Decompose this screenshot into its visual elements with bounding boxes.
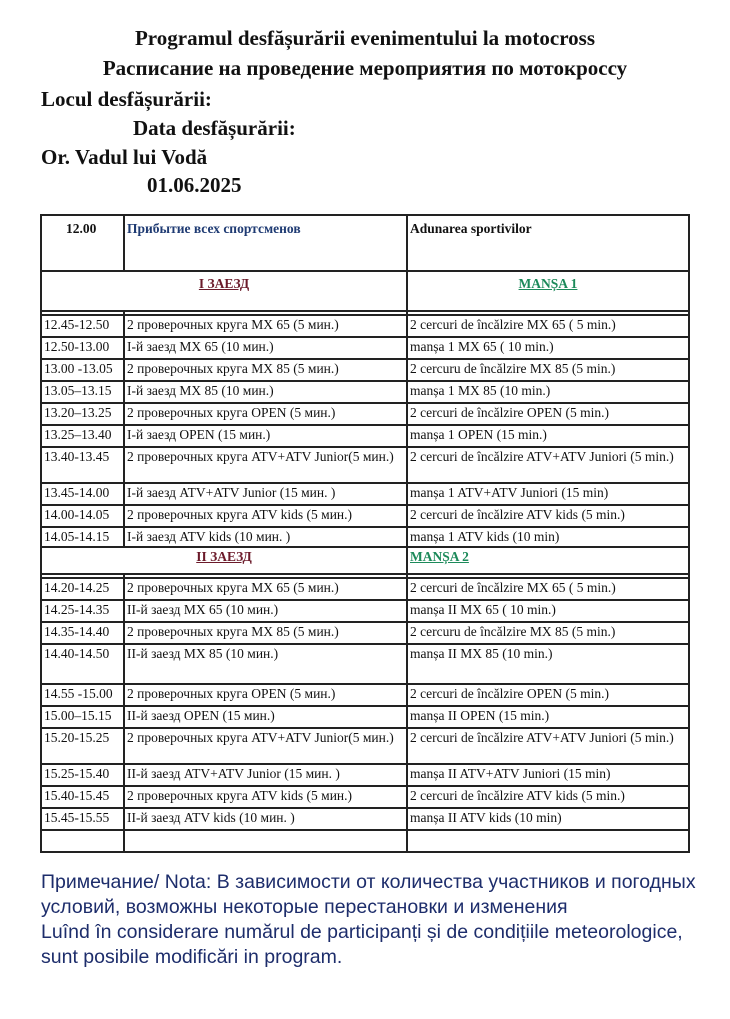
row-ru: II-й заезд ATV+ATV Junior (15 мин. ) — [124, 764, 407, 786]
section-2-ru: II ЗАЕЗД — [41, 547, 407, 574]
schedule-row — [41, 527, 689, 547]
row-time: 15.45-15.55 — [41, 808, 124, 830]
schedule-row — [41, 622, 689, 644]
row-ro: 2 cercuru de încălzire MX 85 (5 min.) — [407, 359, 689, 381]
date-label: Data desfășurării: — [133, 116, 296, 140]
row-time: 13.05–13.15 — [41, 381, 124, 403]
row-time: 13.00 -13.05 — [41, 359, 124, 381]
schedule-row — [41, 483, 689, 505]
row-time: 15.25-15.40 — [41, 764, 124, 786]
row-ru: 2 проверочных круга MX 85 (5 мин.) — [124, 622, 407, 644]
row-time: 12.50-13.00 — [41, 337, 124, 359]
row-ro: manșa 1 ATV+ATV Juniori (15 min) — [407, 483, 689, 505]
row-ro: manșa 1 MX 85 (10 min.) — [407, 381, 689, 403]
row-ro: 2 cercuri de încălzire ATV+ATV Juniori (5 min.) — [407, 447, 689, 483]
row-ru: I-й заезд MX 85 (10 мин.) — [124, 381, 407, 403]
row-ru: 2 проверочных круга ATV kids (5 мин.) — [124, 505, 407, 527]
row-ru: 2 проверочных круга OPEN (5 мин.) — [124, 684, 407, 706]
location-label: Locul desfășurării: — [41, 87, 212, 111]
row-time: 13.45-14.00 — [41, 483, 124, 505]
row-time: 15.40-15.45 — [41, 786, 124, 808]
schedule-row — [41, 600, 689, 622]
row-ru: 2 проверочных круга ATV kids (5 мин.) — [124, 786, 407, 808]
date-value: 01.06.2025 — [147, 173, 242, 197]
note — [41, 870, 701, 970]
row-ru: II-й заезд MX 85 (10 мин.) — [124, 644, 407, 684]
row-ru: 2 проверочных круга MX 85 (5 мин.) — [124, 359, 407, 381]
schedule-row — [41, 706, 689, 728]
schedule-table — [40, 214, 690, 853]
row-time: 15.20-15.25 — [41, 728, 124, 764]
row-ro: manșa II MX 65 ( 10 min.) — [407, 600, 689, 622]
row-ro: manșa 1 MX 65 ( 10 min.) — [407, 337, 689, 359]
row-ru: I-й заезд OPEN (15 мин.) — [124, 425, 407, 447]
arrival-row — [41, 215, 689, 271]
schedule-row — [41, 786, 689, 808]
schedule-row — [41, 764, 689, 786]
section-1-ru: I ЗАЕЗД — [41, 271, 407, 311]
row-time: 14.40-14.50 — [41, 644, 124, 684]
schedule-row — [41, 728, 689, 764]
schedule-row — [41, 578, 689, 600]
arrival-time: 12.00 — [41, 215, 124, 271]
schedule-row — [41, 359, 689, 381]
row-ru: 2 проверочных круга MX 65 (5 мин.) — [124, 315, 407, 337]
schedule-row — [41, 808, 689, 830]
row-ru: 2 проверочных круга ATV+ATV Junior(5 мин.) — [124, 728, 407, 764]
row-ro: 2 cercuri de încălzire ATV kids (5 min.) — [407, 505, 689, 527]
row-ru: II-й заезд MX 65 (10 мин.) — [124, 600, 407, 622]
row-time: 14.00-14.05 — [41, 505, 124, 527]
row-ro: manșa II MX 85 (10 min.) — [407, 644, 689, 684]
location-value: Or. Vadul lui Vodă — [41, 145, 208, 169]
row-time: 14.20-14.25 — [41, 578, 124, 600]
row-ru: 2 проверочных круга MX 65 (5 мин.) — [124, 578, 407, 600]
schedule-row — [41, 425, 689, 447]
row-ro: 2 cercuru de încălzire MX 85 (5 min.) — [407, 622, 689, 644]
row-ru: II-й заезд ATV kids (10 мин. ) — [124, 808, 407, 830]
row-ro: 2 cercuri de încălzire MX 65 ( 5 min.) — [407, 578, 689, 600]
note-russian: Примечание/ Nota: В зависимости от количества участников и погодных условий, возможны некоторые перестановки и изменения — [41, 871, 696, 918]
schedule-row — [41, 381, 689, 403]
arrival-ro: Adunarea sportivilor — [407, 215, 689, 271]
empty-row — [41, 830, 689, 852]
section-header-1 — [41, 271, 689, 311]
row-time: 14.35-14.40 — [41, 622, 124, 644]
row-ro: 2 cercuri de încălzire MX 65 ( 5 min.) — [407, 315, 689, 337]
row-ro: manșa II ATV kids (10 min) — [407, 808, 689, 830]
row-ro: manșa II ATV+ATV Juniori (15 min) — [407, 764, 689, 786]
schedule-row — [41, 315, 689, 337]
row-ru: I-й заезд ATV kids (10 мин. ) — [124, 527, 407, 547]
row-time: 15.00–15.15 — [41, 706, 124, 728]
row-time: 13.20–13.25 — [41, 403, 124, 425]
row-time: 13.25–13.40 — [41, 425, 124, 447]
title-russian: Расписание на проведение мероприятия по мотокроссу — [102, 56, 628, 80]
section-header-2 — [41, 547, 689, 574]
schedule-row — [41, 505, 689, 527]
schedule-row — [41, 644, 689, 684]
row-ru: I-й заезд ATV+ATV Junior (15 мин. ) — [124, 483, 407, 505]
arrival-ru: Прибытие всех спортсменов — [124, 215, 407, 271]
row-ro: manșa 1 ATV kids (10 min) — [407, 527, 689, 547]
row-ru: 2 проверочных круга OPEN (5 мин.) — [124, 403, 407, 425]
row-ro: manșa 1 OPEN (15 min.) — [407, 425, 689, 447]
section-2-ro: MANȘA 2 — [407, 547, 689, 574]
row-time: 13.40-13.45 — [41, 447, 124, 483]
schedule-row — [41, 684, 689, 706]
section-1-ro: MANȘA 1 — [407, 271, 689, 311]
row-ru: 2 проверочных круга ATV+ATV Junior(5 мин.) — [124, 447, 407, 483]
row-ro: 2 cercuri de încălzire OPEN (5 min.) — [407, 403, 689, 425]
note-romanian: Luînd în considerare numărul de participanți și de condițiile meteorologice, sunt posibile modificări in program. — [41, 921, 683, 968]
row-time: 14.25-14.35 — [41, 600, 124, 622]
row-time: 14.55 -15.00 — [41, 684, 124, 706]
row-time: 14.05-14.15 — [41, 527, 124, 547]
title-romanian: Programul desfășurării evenimentului la motocross — [134, 26, 596, 50]
row-ro: 2 cercuri de încălzire OPEN (5 min.) — [407, 684, 689, 706]
row-time: 12.45-12.50 — [41, 315, 124, 337]
schedule-row — [41, 447, 689, 483]
schedule-row — [41, 337, 689, 359]
row-ru: II-й заезд OPEN (15 мин.) — [124, 706, 407, 728]
row-ro: manșa II OPEN (15 min.) — [407, 706, 689, 728]
row-ro: 2 cercuri de încălzire ATV+ATV Juniori (5 min.) — [407, 728, 689, 764]
row-ro: 2 cercuri de încălzire ATV kids (5 min.) — [407, 786, 689, 808]
schedule-row — [41, 403, 689, 425]
row-ru: I-й заезд MX 65 (10 мин.) — [124, 337, 407, 359]
